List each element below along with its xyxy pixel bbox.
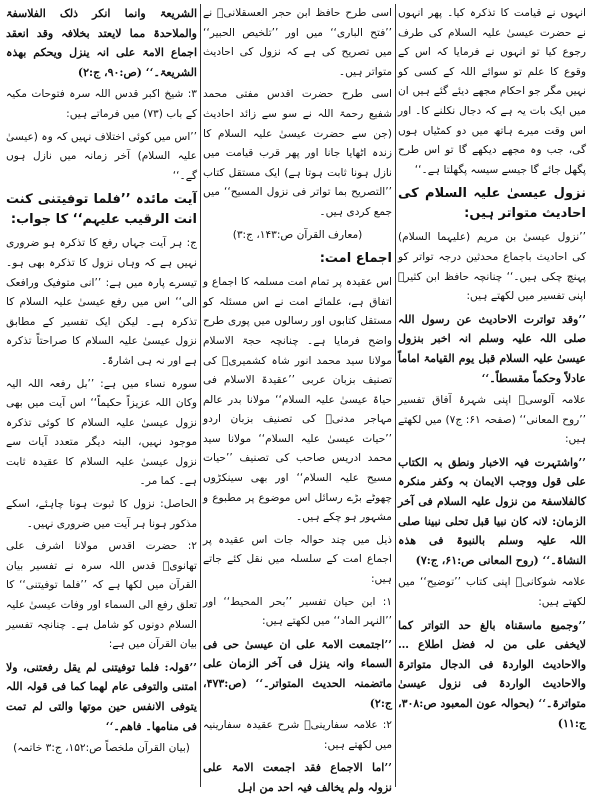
reference: (معارف القرآن ص:۱۴۳، ج:۳)	[232, 228, 363, 241]
paragraph: سورہ نساء میں ہے: ’’بل رفعہ اللہ الیہ وکان اللہ عزیزاً حکیماً‘‘ اس آیت میں بھی نزول عیسیٰ علیہ السلام کا کوئی تذکرہ موجود نہیں، البتہ دیگر متعدد آیات سے نزول عیسیٰ علیہ السلام کا عقیدہ ثابت ہے۔ کما مر۔	[6, 377, 197, 488]
paragraph: ۲: حضرت اقدس مولانا اشرف علی تھانویؒ قدس اللہ سرہ نے تفسیر بیان القرآن میں لکھا ہے کہ ’’فلما توفیتنی‘‘ کا تعلق رفع الی السماء اور وفات عیسیٰ علیہ السلام دونوں کو شامل ہے۔ چنانچہ تفسیر بیان القرآن میں ہے:	[6, 540, 197, 651]
column-divider	[200, 4, 201, 787]
arabic-quote: ’’اما الاجماع فقد اجمعت الامۃ علی نزولہ ولم یخالف فیہ احد من اہل	[203, 761, 392, 794]
column-right	[398, 4, 586, 787]
paragraph: ذیل میں چند حوالہ جات اس عقیدہ پر اجماع امت کے سلسلہ میں نقل کئے جاتے ہیں:	[203, 533, 392, 586]
arabic-quote: ’’وقد تواترت الاحادیث عن رسول اللہ صلی اللہ علیہ وسلم انہ اخبر بنزول عیسیٰ علیہ السلام قبل یوم القیامۃ اماماً عادلاً وحکماً مقسطاً۔‘‘	[398, 312, 586, 385]
section-heading: آیت مائدہ ’’فلما توفیتنی کنت انت الرقیب علیہم‘‘ کا جواب:	[6, 192, 197, 228]
column-left	[6, 4, 197, 787]
arabic-quote: ’’اجتمعت الامۃ علی ان عیسیٰ حی فی السماء وانہ ینزل فی آخر الزمان علی ماتضمنہ الحدیث المتواتر۔‘‘ (ص:۴۷۳، ج:۲)	[203, 637, 392, 710]
section-heading: اجماع امت:	[319, 251, 392, 267]
arabic-quote: ’’قولہ: فلما توفیتنی لم یقل رفعتنی، ولا امتنی والتوفی عام لھما کما فی قولہ اللہ یتوفی الانفس حین موتھا والتی لم تمت فی منامھا۔ فاھم۔‘‘	[6, 660, 197, 733]
paragraph: الحاصل: نزول کا ثبوت ہونا چاہئے، اسکے مذکور ہونا ہر آیت میں ضروری نہیں۔	[6, 498, 197, 530]
paragraph: ۳: شیخ اکبر قدس اللہ سرہ فتوحات مکیہ کے باب (۷۳) میں فرماتے ہیں:	[6, 88, 197, 120]
arabic-quote: ’’وجمیع ماسقناہ بالغ حد التواتر کما لایخفی علی من لہ فضل اطلاع … والاحادیث الواردۃ فی الدجال متواترۃ والاحادیث الواردۃ فی نزول عیسیٰ متواترۃ۔‘‘ (بحوالہ عون المعبود ص:۳۰۸، ج:۱۱)	[398, 618, 586, 730]
paragraph: ج: ہر آیت جہاں رفع کا تذکرہ ہو ضروری نہیں ہے کہ وہاں نزول کا تذکرہ بھی ہو۔ تیسرے پارہ میں ہے: ’’انی متوفیک ورافعک الی‘‘ اس میں رفع عیسیٰ علیہ السلام کا تذکرہ ہے۔ لیکن ایک تفسیر کے مطابق نزول عیسیٰ علیہ السلام کا صراحتاً تذکرہ ہے اور نہ ہی اشارۃً۔	[6, 237, 197, 367]
reference: (بیان القرآن ملخصاً ص:۱۵۲، ج:۳ خاتمہ)	[13, 742, 190, 755]
paragraph: ۱: ابن حیان تفسیر ’’بحر المحیط‘‘ اور ’’النہر الماد‘‘ میں لکھتے ہیں:	[203, 595, 392, 628]
paragraph: علامہ شوکانیؒ اپنی کتاب ’’توضیح‘‘ میں لکھتے ہیں:	[398, 576, 586, 609]
paragraph: ’’نزول عیسیٰ بن مریم (علیہما السلام) کی احادیث باجماع محدثین درجہ تواتر کو پہنچ چکی ہیں۔‘‘ چنانچہ حافظ ابن کثیرؒ اپنی تفسیر میں لکھتے ہیں:	[398, 231, 586, 303]
arabic-quote: ’’واشتہرت فیہ الاخبار ونطق بہ الکتاب علی قول ووجب الایمان بہ وکفر منکرہ کالفلاسفۃ من نزول علیہ السلام فی آخر الزمان: لانہ کان نبیا قبل تحلی نبینا صلی اللہ علیہ وسلم بالنبوۃ فی ھذہ النشاۃ۔‘‘ (روح المعانی ص:۶۱، ج:۷)	[398, 455, 586, 567]
paragraph: اسی طرح حضرت اقدس مفتی محمد شفیع رحمۃ اللہ نے سو سے زائد احادیث (جن سے حضرت عیسیٰ علیہ السلام کا زندہ اٹھایا جانا اور پھر قرب قیامت میں نازل ہونا ثابت ہوتا ہے) ایک مستقل کتاب ’’التصریح بما تواتر فی نزول المسیح‘‘ میں جمع کردی ہیں۔	[203, 88, 392, 218]
paragraph: ۲: علامہ سفارینیؒ شرح عقیدہ سفارینیہ میں لکھتے ہیں:	[203, 719, 392, 751]
paragraph: اسی طرح حافظ ابن حجر العسقلانیؒ نے ’’فتح الباری‘‘ میں اور ’’تلخیص الحبیر‘‘ میں تصریح کی ہے کہ نزول کی احادیث متواتر ہیں۔	[203, 7, 392, 78]
paragraph: ’’اس میں کوئی اختلاف نہیں کہ وہ (عیسیٰ علیہ السلام) آخر زمانہ میں نازل ہوں گے۔‘‘	[6, 130, 197, 182]
paragraph: اس عقیدہ پر تمام امت مسلمہ کا اجماع و اتفاق ہے، علمائے امت نے اس مسئلہ کو مستقل کتابوں اور رسالوں میں پوری طرح واضح فرمایا ہے۔ چنانچہ حجۃ الاسلام مولانا سید محمد انور شاہ کشمیریؒ کی تصنیف بزبان عربی ’’عقیدۃ الاسلام فی حیاۃ عیسیٰ علیہ السلام‘‘ مولانا بدر عالم مہاجر مدنیؒ کی تصنیف بزبان اردو ’’حیات عیسیٰ علیہ السلام‘‘ مولانا سید محمد ادریس صاحب کی تصنیف ’’حیات مسیح علیہ السلام‘‘ اور بھی سینکڑوں چھوٹے بڑے رسائل اس موضوع پر مطبوع و مشہور ہو چکے ہیں۔	[203, 276, 392, 524]
section-heading: نزول عیسیٰ علیہ السلام کی احادیث متواتر ہیں:	[398, 186, 586, 222]
column-divider	[395, 4, 396, 787]
arabic-quote: الشریعۃ وانما انکر ذلک الفلاسفۃ والملاحدۃ مما لایعتد بخلافہ وقد انعقد اجماع الامۃ علی انہ ینزل ویحکم بھذہ الشریعۃ۔‘‘ (ص:۹۰، ج:۲)	[6, 7, 197, 79]
column-middle	[203, 4, 392, 794]
paragraph: انہوں نے قیامت کا تذکرہ کیا۔ پھر انہوں نے حضرت عیسیٰ علیہ السلام کی طرف رجوع کیا تو انہوں نے فرمایا کہ اس کے وقوع کا علم تو سوائے اللہ کے کسی کو نہیں مگر جو احکام مجھے دیئے گئے ہیں ان میں ایک بات یہ ہے کہ دجال نکلنے کا۔ اور اس وقت میرے ہاتھ میں دو کمٹیاں ہوں گی، جب وہ مجھے دیکھے گا تو اس طرح پگھل جائے گا جیسے سیسہ پگھلتا ہے۔‘‘	[398, 7, 586, 176]
paragraph: علامہ آلوسیؒ اپنی شہرۂ آفاق تفسیر ’’روح المعانی‘‘ (صفحہ ۶۱: ج۷) میں لکھتے ہیں:	[398, 394, 587, 446]
